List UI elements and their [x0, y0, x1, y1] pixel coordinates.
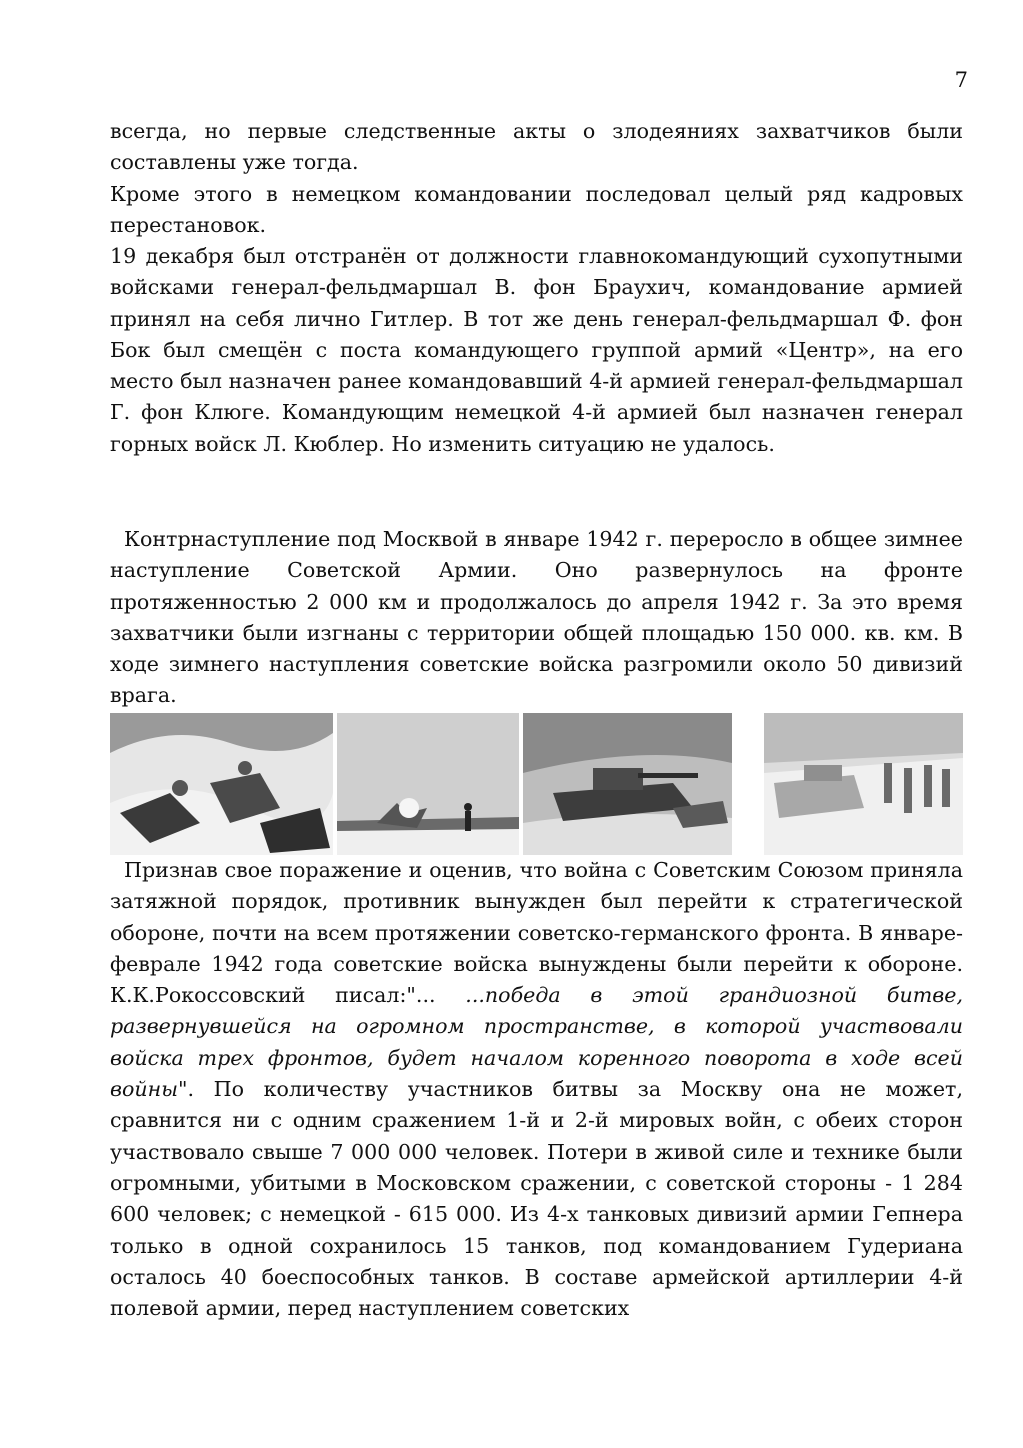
paragraph-4: Контрнаступление под Москвой в январе 1942 г. переросло в общее зимнее наступление Советской Армии. Оно развернулось на фронте протяженностью 2 000 км и продолжалось до апреля 1942 г. За это время захватчики были изгнаны с территории общей площадью 150 000. кв. км. В ходе зимнего наступления советские войска разгромили около 50 дивизий врага.	[110, 527, 963, 708]
photo-rocket-launch	[337, 713, 519, 855]
paragraph-5-rest: ". По количеству участников битвы за Москву она не может, сравнится ни с одним сражением 1-й и 2-й мировых войн, с обеих сторон участвовало свыше 7 000 000 человек. Потери в живой силе и технике были огромными, убитыми в Московском сражении, с советской стороны - 1 284 600 человек; с немецкой - 615 000. Из 4-х танковых дивизий армии Гепнера только в одной сохранилось 15 танков, под командованием Гудериана осталось 40 боеспособных танков. В составе армейской артиллерии 4-й полевой армии, перед наступлением советских	[110, 1077, 963, 1321]
photo-tank-infantry	[764, 713, 963, 855]
page-number: 7	[954, 68, 968, 92]
paragraph-3: 19 декабря был отстранён от должности главнокомандующий сухопутными войсками генерал-фельдмаршал В. фон Браухич, командование армией принял на себя лично Гитлер. В тот же день генерал-фельдмаршал Ф. фон Бок был смещён с поста командующего группой армий «Центр», на его место был назначен ранее командовавший 4-й армией генерал-фельдмаршал Г. фон Клюге. Командующим немецкой 4-й армией был назначен генерал горных войск Л. Кюблер. Но изменить ситуацию не удалось.	[110, 244, 963, 456]
photo-soldiers-trench	[110, 713, 333, 855]
paragraph-1: всегда, но первые следственные акты о злодеяниях захватчиков были составлены уже тогда.	[110, 119, 963, 175]
paragraph-5-intro: Признав свое поражение и оценив, что война с Советским Союзом приняла затяжной порядок, противник вынужден был перейти к стратегической обороне, почти на всем протяжении советско-германского фронта. В январе-феврале 1942 года советские войска вынуждены были перейти к обороне. К.К.Рокоссовский писал:"...	[110, 858, 963, 1008]
photo-tank-painting	[523, 713, 732, 855]
paragraph-2: Кроме этого в немецком командовании последовал целый ряд кадровых перестановок.	[110, 182, 963, 238]
paragraph-5	[110, 855, 963, 1324]
rokossovsky-quote: ...победа в этой грандиозной битве, развернувшейся на огромном пространстве, в которой участвовали войска трех фронтов, будет началом коренного поворота в ходе всей войны	[110, 983, 963, 1102]
photo-strip	[110, 713, 963, 855]
